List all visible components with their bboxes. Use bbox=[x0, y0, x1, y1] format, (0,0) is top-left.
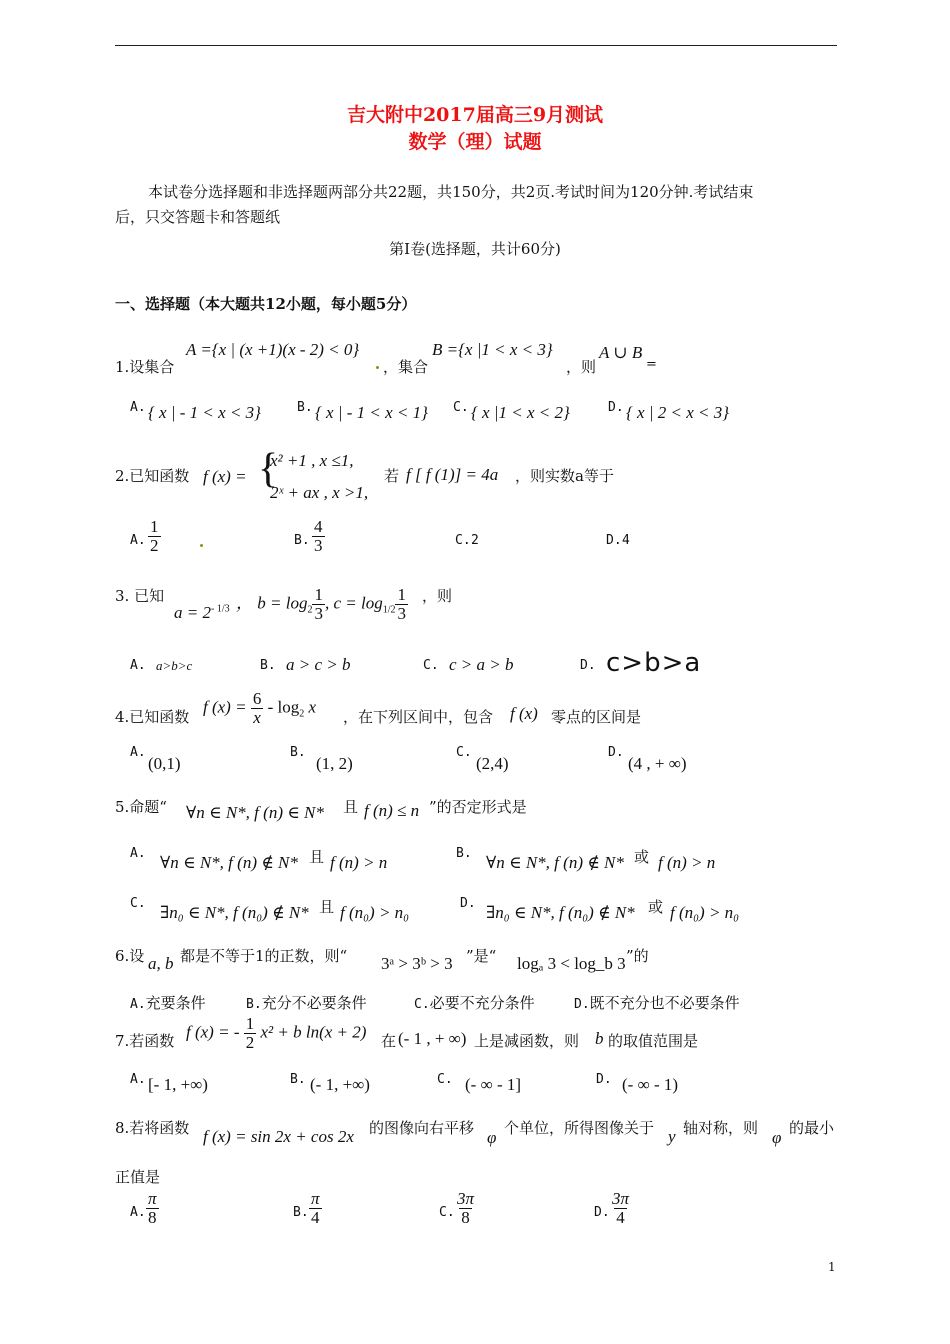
q8-option-a bbox=[146, 1190, 159, 1227]
q8-y: y bbox=[668, 1127, 676, 1146]
q7-option-a-label: A. bbox=[130, 1072, 146, 1087]
q1-option-b: { x | - 1 < x < 1} bbox=[315, 403, 428, 422]
q4-option-d: (4 , + ∞) bbox=[628, 754, 687, 773]
q5-end: ”的否定形式是 bbox=[429, 798, 527, 816]
q3-option-d: c>b>a bbox=[606, 648, 702, 678]
q6-option-a-text: 充要条件 bbox=[145, 994, 206, 1012]
q5-option-a-p2: f (n) > n bbox=[330, 853, 388, 872]
q6-end: ”的 bbox=[626, 947, 649, 965]
q3-option-b-label: B. bbox=[260, 658, 276, 673]
q6-option-b-text: 充分不必要条件 bbox=[261, 994, 367, 1012]
green-dot bbox=[200, 544, 203, 547]
q7-option-a: [- 1, +∞) bbox=[148, 1075, 208, 1094]
q3-option-c: c > a > b bbox=[449, 655, 514, 674]
q7-expr bbox=[186, 1015, 366, 1052]
q3-b-den: 3 bbox=[314, 603, 323, 623]
q7-option-c-label: C. bbox=[437, 1072, 453, 1087]
q5-option-c-p2: f (n₀) > n₀ bbox=[340, 903, 410, 922]
q8-option-a-label: A. bbox=[130, 1205, 146, 1220]
q2-case1: x² +1 , x ≤1, bbox=[270, 451, 354, 470]
q7-in: 在 bbox=[381, 1032, 397, 1050]
q8-option-b-label: B. bbox=[293, 1205, 309, 1220]
q6-option-c-text: 必要不充分条件 bbox=[429, 994, 535, 1012]
q8-phi2: φ bbox=[772, 1128, 782, 1147]
q8-option-c bbox=[455, 1190, 476, 1227]
q6-option-d-text: 既不充分也不必要条件 bbox=[589, 994, 740, 1012]
q8-option-a-den: 8 bbox=[148, 1207, 157, 1227]
part-title: 第Ⅰ卷(选择题，共计60分) bbox=[389, 240, 561, 258]
q2-condition: f [ f (1)] = 4a bbox=[406, 465, 499, 484]
q3-c-den: 3 bbox=[397, 603, 406, 623]
q5-option-a-p1: ∀n ∈ N*, f (n) ∉ N* bbox=[160, 853, 298, 872]
q3-prefix: 3. 已知 bbox=[115, 587, 165, 605]
q4-option-b: (1, 2) bbox=[316, 754, 353, 773]
q3-a-base: a = 2 bbox=[174, 603, 211, 622]
q4-prefix: 4.已知函数 bbox=[115, 708, 190, 726]
q1-option-c: { x |1 < x < 2} bbox=[471, 403, 570, 422]
section-heading: 一、选择题（本大题共12小题，每小题5分） bbox=[115, 295, 417, 313]
q4-option-a-label: A. bbox=[130, 745, 146, 760]
q2-brace: { bbox=[258, 446, 279, 492]
q3-c-num: 1 bbox=[397, 585, 406, 604]
green-dot bbox=[376, 366, 379, 369]
q2-rest: ，则实数a等于 bbox=[515, 467, 614, 485]
q4-mid: ，在下列区间中，包含 bbox=[343, 708, 494, 726]
q3-a-exp: - 1/3 bbox=[210, 603, 230, 615]
q6-option-d-label: D. bbox=[574, 997, 590, 1012]
intro-line2: 后，只交答题卡和答题纸 bbox=[115, 208, 281, 226]
q4-option-d-label: D. bbox=[608, 745, 624, 760]
q7-mid: 上是减函数，则 bbox=[474, 1032, 580, 1050]
q2-option-a-den: 2 bbox=[150, 535, 159, 555]
q6-option-a-label: A. bbox=[130, 997, 146, 1012]
q8-option-d-label: D. bbox=[594, 1205, 610, 1220]
q2-option-b bbox=[312, 518, 325, 555]
page-number: 1 bbox=[828, 1260, 836, 1274]
q8-option-a-num: π bbox=[148, 1189, 157, 1208]
q2-prefix: 2.已知函数 bbox=[115, 467, 190, 485]
q8-mid2: 个单位，所得图像关于 bbox=[504, 1119, 655, 1137]
q5-option-c-label: C. bbox=[130, 896, 146, 911]
q1-then: ，则 bbox=[566, 358, 597, 376]
q7-option-b-label: B. bbox=[290, 1072, 306, 1087]
q7-fx: f (x) = - bbox=[186, 1022, 240, 1042]
q8-option-c-num: 3π bbox=[457, 1189, 475, 1208]
q8-prefix: 8.若将函数 bbox=[115, 1119, 190, 1137]
q2-option-a-num: 1 bbox=[150, 517, 159, 536]
q1-option-a: { x | - 1 < x < 3} bbox=[148, 403, 261, 422]
q8-option-c-label: C. bbox=[439, 1205, 455, 1220]
q8-mid3: 轴对称，则 bbox=[683, 1119, 759, 1137]
q5-option-a-label: A. bbox=[130, 846, 146, 861]
q5-option-b-conn: 或 bbox=[634, 848, 650, 866]
q6-option-b bbox=[246, 992, 367, 1013]
q6-cond1: 3ᵃ > 3ᵇ > 3 bbox=[381, 954, 453, 973]
q5-option-d-label: D. bbox=[460, 896, 476, 911]
q2-option-c-label: C. bbox=[455, 533, 471, 548]
q6-option-c-label: C. bbox=[414, 997, 430, 1012]
q2-option-b-den: 3 bbox=[314, 535, 323, 555]
q2-if: 若 bbox=[384, 467, 400, 485]
q8-option-d bbox=[610, 1190, 631, 1227]
q6-option-b-label: B. bbox=[246, 997, 262, 1012]
q8-option-c-den: 8 bbox=[461, 1207, 470, 1227]
q6-mid: 都是不等于1的正数，则“ bbox=[180, 947, 348, 965]
q5-option-d-conn: 或 bbox=[648, 898, 664, 916]
q7-interval: (- 1 , + ∞) bbox=[398, 1029, 467, 1048]
q7-end: 的取值范围是 bbox=[608, 1032, 699, 1050]
q7-den: 2 bbox=[245, 1032, 255, 1052]
q5-option-b-label: B. bbox=[456, 846, 472, 861]
q2-fx: f (x) = bbox=[203, 467, 247, 486]
q4-option-c: (2,4) bbox=[476, 754, 509, 773]
q3-then: ，则 bbox=[422, 587, 453, 605]
q2-option-d-label: D. bbox=[606, 533, 622, 548]
q2-option-a-label: A. bbox=[130, 533, 146, 548]
q8-end: 的最小 bbox=[789, 1119, 835, 1137]
q1-prefix: 1.设集合 bbox=[115, 358, 175, 376]
q6-is: ”是“ bbox=[466, 947, 497, 965]
q5-option-b-p2: f (n) > n bbox=[658, 853, 716, 872]
q4-fx2: f (x) bbox=[510, 704, 538, 723]
q1-expr: A ∪ B bbox=[599, 343, 643, 362]
q6-option-c bbox=[414, 992, 535, 1013]
q3-option-c-label: C. bbox=[423, 658, 439, 673]
q2-case2: 2ˣ + ax , x >1, bbox=[270, 483, 369, 502]
q3-c-base: 1/2 bbox=[382, 604, 396, 616]
q6-cond2: logₐ 3 < log_b 3 bbox=[517, 954, 626, 973]
q3-option-a: a>b>c bbox=[156, 658, 193, 673]
q7-option-c: (- ∞ - 1] bbox=[465, 1075, 522, 1094]
q3-b-base: 2 bbox=[307, 604, 313, 616]
q2-option-b-num: 4 bbox=[314, 517, 323, 536]
q5-expr1: ∀n ∈ N*, f (n) ∈ N* bbox=[186, 803, 324, 822]
q5-expr2: f (n) ≤ n bbox=[364, 801, 420, 820]
q5-option-b-p1: ∀n ∈ N*, f (n) ∉ N* bbox=[486, 853, 624, 872]
q4-base: 2 bbox=[299, 708, 305, 720]
q2-option-a bbox=[148, 518, 161, 555]
q3-a bbox=[174, 603, 230, 623]
q1-set-b: B ={x |1 < x < 3} bbox=[432, 340, 553, 359]
q4-end: 零点的区间是 bbox=[551, 708, 642, 726]
title-line2: 数学（理）试题 bbox=[408, 131, 542, 153]
q3-option-a-label: A. bbox=[130, 658, 146, 673]
q4-expr bbox=[203, 690, 316, 727]
q8-fx: f (x) = sin 2x + cos 2x bbox=[203, 1127, 354, 1146]
q3-b-num: 1 bbox=[314, 585, 323, 604]
q2-option-b-label: B. bbox=[294, 533, 310, 548]
q8-line2: 正值是 bbox=[115, 1168, 161, 1186]
q4-option-c-label: C. bbox=[456, 745, 472, 760]
q3-b bbox=[236, 586, 408, 623]
intro-line1: 本试卷分选择题和非选择题两部分共22题，共150分，共2页.考试时间为120分钟.考试结束 bbox=[148, 183, 754, 201]
q4-log: - log bbox=[267, 697, 300, 717]
q2-option-d: 4 bbox=[622, 533, 630, 548]
q5-option-d-p2: f (n₀) > n₀ bbox=[670, 903, 740, 922]
q6-prefix: 6.设 bbox=[115, 947, 145, 965]
q8-option-b bbox=[309, 1190, 322, 1227]
q8-option-b-den: 4 bbox=[311, 1207, 320, 1227]
q4-option-a: (0,1) bbox=[148, 754, 181, 773]
title-line1: 吉大附中2017届高三9月测试 bbox=[346, 104, 604, 126]
q1-option-b-label: B. bbox=[297, 400, 313, 415]
q2-option-c: 2 bbox=[471, 533, 479, 548]
q7-num: 1 bbox=[245, 1014, 255, 1033]
q8-option-d-den: 4 bbox=[616, 1207, 625, 1227]
q5-option-d-p1: ∃n₀ ∈ N*, f (n₀) ∉ N* bbox=[486, 903, 635, 922]
q1-eq: = bbox=[646, 357, 657, 372]
q7-option-b: (- 1, +∞) bbox=[310, 1075, 370, 1094]
top-rule bbox=[115, 45, 837, 46]
q7-b: b bbox=[595, 1029, 604, 1048]
q1-option-c-label: C. bbox=[453, 400, 469, 415]
q6-option-d bbox=[574, 992, 740, 1013]
q8-option-d-num: 3π bbox=[612, 1189, 630, 1208]
q5-option-a-conn: 且 bbox=[309, 848, 325, 866]
q7-option-d: (- ∞ - 1) bbox=[622, 1075, 679, 1094]
q4-fx: f (x) = bbox=[203, 697, 247, 717]
q3-option-b: a > c > b bbox=[286, 655, 351, 674]
q6-option-a bbox=[130, 992, 206, 1013]
q4-den: x bbox=[253, 707, 261, 727]
q8-phi: φ bbox=[487, 1128, 497, 1147]
q5-prefix: 5.命题“ bbox=[115, 798, 167, 816]
q5-option-c-conn: 且 bbox=[319, 898, 335, 916]
q3-b-log: ， b = log bbox=[236, 593, 308, 613]
q5-and: 且 bbox=[343, 798, 359, 816]
q5-option-c-p1: ∃n₀ ∈ N*, f (n₀) ∉ N* bbox=[160, 903, 309, 922]
q3-c-log: , c = log bbox=[324, 593, 383, 613]
q3-option-d-label: D. bbox=[580, 658, 596, 673]
q7-rest: x² + b ln(x + 2) bbox=[260, 1022, 367, 1042]
q1-option-d: { x | 2 < x < 3} bbox=[626, 403, 730, 422]
q8-option-b-num: π bbox=[311, 1189, 320, 1208]
q4-num: 6 bbox=[252, 689, 262, 708]
q1-mid: ，集合 bbox=[383, 358, 429, 376]
q4-option-b-label: B. bbox=[290, 745, 306, 760]
q7-option-d-label: D. bbox=[596, 1072, 612, 1087]
q1-option-a-label: A. bbox=[130, 400, 146, 415]
q4-var: x bbox=[308, 697, 316, 717]
q1-option-d-label: D. bbox=[608, 400, 624, 415]
q1-set-a: A ={x | (x +1)(x - 2) < 0} bbox=[186, 340, 360, 359]
q7-prefix: 7.若函数 bbox=[115, 1032, 175, 1050]
q8-mid1: 的图像向右平移 bbox=[369, 1119, 475, 1137]
q6-vars: a, b bbox=[148, 954, 174, 973]
